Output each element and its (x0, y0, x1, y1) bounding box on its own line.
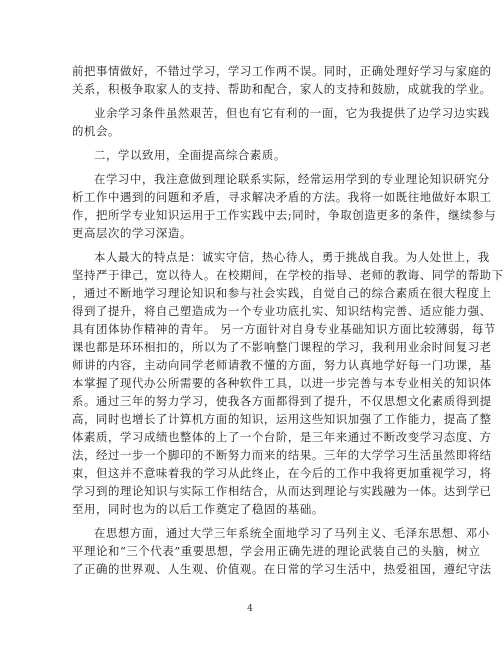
paragraph (72, 524, 492, 578)
text-line: 在学习中，我注意做到理论联系实际，经常运用学到的专业理论知识研究分 (94, 172, 490, 186)
text-line: 的机会。 (72, 124, 120, 138)
paragraph (72, 62, 492, 98)
paragraph (72, 248, 504, 518)
text-line: 至用，同时也为的以后工作奠定了稳固的基础。 (72, 502, 324, 516)
paragraph (72, 170, 497, 242)
paragraph (72, 104, 490, 140)
page-number: 4 (247, 604, 253, 614)
text-line: 系。通过三年的努力学习，使我各方面都得到了提升，不仅思想文化素质得到提 (72, 394, 492, 408)
text-line: 本掌握了现代办公所需要的各种软件工具，以进一步完善与本专业相关的知识体 (72, 376, 492, 390)
text-line: 关系，积极争取家人的支持、帮助和配合，家人的支持和鼓励，成就我的学业。 (72, 82, 492, 96)
text-line: 高，同时也增长了计算机方面的知识，运用这些知识加强了工作能力，提高了整 (72, 412, 492, 426)
text-line: 作，把所学专业知识运用于工作实践中去;同时，争取创造更多的条件，继续参与 (72, 208, 497, 222)
text-line: 课也都是环环相扣的，所以为了不影响整门课程的学习，我利用业余时间复习老 (72, 340, 492, 354)
document-body (72, 62, 504, 578)
text-line: 得到了提升，将自己塑造成为一个专业功底扎实、知识结构完善、适应能力强、 (72, 304, 492, 318)
text-line: 业余学习条件虽然艰苦，但也有它有利的一面，它为我提供了边学习边实践 (94, 106, 490, 120)
text-line: 析工作中遇到的问题和矛盾，寻求解决矛盾的方法。我将一如既往地做好本职工 (72, 190, 492, 204)
text-line: 前把事情做好，不错过学习，学习工作两不误。同时，正确处理好学习与家庭的 (72, 64, 492, 78)
text-line: 平理论和“三个代表”重要思想，学会用正确先进的理论武装自己的头脑，树立 (72, 544, 481, 558)
text-line: 坚持严于律己，宽以待人。在校期间，在学校的指导、老师的教诲、同学的帮助下 (72, 268, 504, 282)
text-line: 法，经过一步一个脚印的不断努力而来的结果。三年的大学学习生活虽然即将结 (72, 448, 492, 462)
text-line: 学习到的理论知识与实际工作相结合，从而达到理论与实践融为一体。达到学已 (72, 484, 492, 498)
text-line: 更高层次的学习深造。 (72, 226, 192, 240)
text-line: 具有团体协作精神的青年。 另一方面针对自身专业基础知识方面比较薄弱，每节 (72, 322, 496, 336)
text-line: 束，但这并不意味着我的学习从此终止，在今后的工作中我将更加重视学习，将 (72, 466, 492, 480)
text-line: 二，学以致用，全面提高综合素质。 (94, 148, 286, 162)
text-line: 了正确的世界观、人生观、价值观。在日常的学习生活中，热爱祖国，遵纪守法 (72, 562, 492, 576)
text-line: 在思想方面，通过大学三年系统全面地学习了马列主义、毛泽东思想、邓小 (94, 526, 490, 540)
text-line: ，通过不断地学习理论知识和参与社会实践，自觉自己的综合素质在很大程度上 (72, 286, 492, 300)
paragraph (72, 146, 430, 164)
text-line: 本人最大的特点是：诚实守信，热心待人，勇于挑战自我。为人处世上，我 (94, 250, 490, 264)
text-line: 师讲的内容，主动向同学老师请教不懂的方面，努力认真地学好每一门功课，基 (72, 358, 492, 372)
text-line: 体素质，学习成绩也整体的上了一个台阶，是三年来通过不断改变学习态度、方 (72, 430, 492, 444)
